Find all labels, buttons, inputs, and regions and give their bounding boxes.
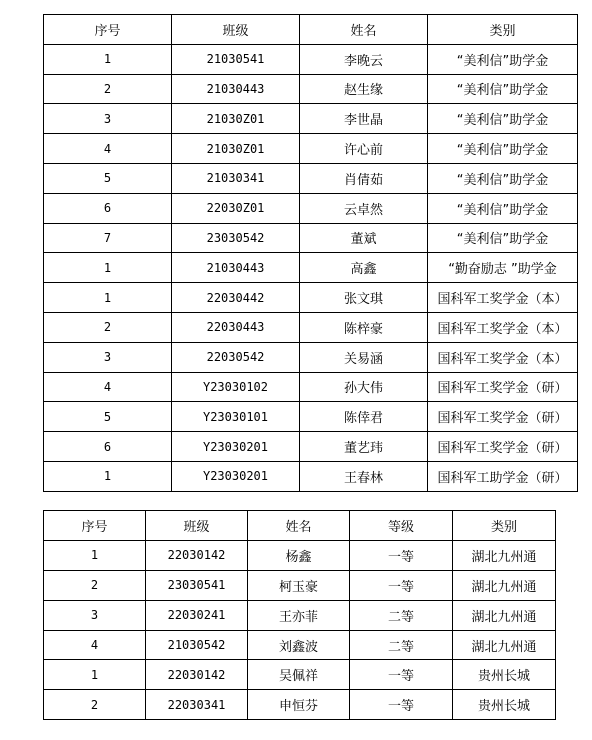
table-cell: 23030541: [146, 570, 248, 600]
table-cell: 1: [44, 540, 146, 570]
table-cell: 二等: [350, 630, 453, 660]
table-row: [44, 193, 578, 223]
table-cell: 申恒芬: [248, 690, 350, 720]
table-cell: 贵州长城: [453, 660, 556, 690]
table-2-column-header: 姓名: [248, 511, 350, 541]
table-cell: 国科军工奖学金（本）: [428, 283, 578, 313]
table-cell: 李世晶: [300, 104, 428, 134]
table-1-column-header: 序号: [44, 15, 172, 45]
table-cell: 3: [44, 104, 172, 134]
table-cell: 杨鑫: [248, 540, 350, 570]
table-cell: 23030542: [172, 223, 300, 253]
table-cell: 王春林: [300, 461, 428, 491]
table-cell: 22030341: [146, 690, 248, 720]
table-cell: “美利信”助学金: [428, 193, 578, 223]
table-cell: 刘鑫波: [248, 630, 350, 660]
table-cell: 一等: [350, 690, 453, 720]
table-cell: 22030142: [146, 540, 248, 570]
table-row: [44, 253, 578, 283]
table-1-body: [44, 44, 578, 491]
table-cell: 2: [44, 74, 172, 104]
table-cell: “美利信”助学金: [428, 44, 578, 74]
table-cell: 赵生缘: [300, 74, 428, 104]
table-cell: 云卓然: [300, 193, 428, 223]
table-cell: “美利信”助学金: [428, 223, 578, 253]
table-cell: 22030442: [172, 283, 300, 313]
table-row: [44, 283, 578, 313]
table-cell: 21030443: [172, 253, 300, 283]
table-2-column-header: 序号: [44, 511, 146, 541]
table-cell: “美利信”助学金: [428, 104, 578, 134]
table-row: [44, 540, 556, 570]
table-cell: 湖北九州通: [453, 570, 556, 600]
table-cell: 3: [44, 600, 146, 630]
table-cell: 贵州长城: [453, 690, 556, 720]
table-cell: 4: [44, 134, 172, 164]
table-cell: 6: [44, 193, 172, 223]
table-cell: 国科军工奖学金（研）: [428, 432, 578, 462]
table-2-header: [44, 511, 556, 541]
table-cell: 7: [44, 223, 172, 253]
table-1-column-header: 类别: [428, 15, 578, 45]
table-cell: 国科军工奖学金（本）: [428, 342, 578, 372]
table-cell: 国科军工奖学金（研）: [428, 372, 578, 402]
table-row: [44, 342, 578, 372]
scholarship-table-2: [43, 510, 556, 720]
table-cell: 湖北九州通: [453, 630, 556, 660]
table-cell: 许心前: [300, 134, 428, 164]
table-cell: 陈梓豪: [300, 312, 428, 342]
table-cell: 一等: [350, 660, 453, 690]
table-row: [44, 312, 578, 342]
table-cell: 21030Z01: [172, 134, 300, 164]
table-cell: 4: [44, 372, 172, 402]
table-cell: 董斌: [300, 223, 428, 253]
table-cell: 22030542: [172, 342, 300, 372]
table-row: [44, 630, 556, 660]
table-cell: 22030142: [146, 660, 248, 690]
table-cell: 1: [44, 283, 172, 313]
table-cell: Y23030101: [172, 402, 300, 432]
table-cell: 2: [44, 570, 146, 600]
table-row: [44, 163, 578, 193]
table-cell: 22030241: [146, 600, 248, 630]
table-cell: 2: [44, 312, 172, 342]
table-cell: 高鑫: [300, 253, 428, 283]
table-1-header: [44, 15, 578, 45]
table-cell: 21030443: [172, 74, 300, 104]
table-cell: “勤奋励志 ”助学金: [428, 253, 578, 283]
table-cell: Y23030102: [172, 372, 300, 402]
table-2-column-header: 类别: [453, 511, 556, 541]
table-row: [44, 690, 556, 720]
table-cell: 1: [44, 44, 172, 74]
table-cell: 国科军工奖学金（研）: [428, 402, 578, 432]
table-2-body: [44, 540, 556, 719]
table-row: [44, 660, 556, 690]
table-cell: 1: [44, 461, 172, 491]
table-cell: 21030Z01: [172, 104, 300, 134]
table-cell: “美利信”助学金: [428, 134, 578, 164]
table-cell: 5: [44, 402, 172, 432]
table-cell: 张文琪: [300, 283, 428, 313]
table-cell: 陈倖君: [300, 402, 428, 432]
table-cell: 22030443: [172, 312, 300, 342]
table-row: [44, 432, 578, 462]
table-cell: 22030Z01: [172, 193, 300, 223]
table-cell: 一等: [350, 540, 453, 570]
table-1-column-header: 姓名: [300, 15, 428, 45]
table-cell: 2: [44, 690, 146, 720]
table-cell: 王亦菲: [248, 600, 350, 630]
table-2-column-header: 等级: [350, 511, 453, 541]
scholarship-table-1: [43, 14, 578, 492]
table-cell: 21030542: [146, 630, 248, 660]
table-row: [44, 223, 578, 253]
table-row: [44, 402, 578, 432]
table-row: [44, 104, 578, 134]
table-2-header-row: [44, 511, 556, 541]
table-1-header-row: [44, 15, 578, 45]
table-cell: 湖北九州通: [453, 600, 556, 630]
table-row: [44, 600, 556, 630]
table-cell: 1: [44, 253, 172, 283]
table-cell: 一等: [350, 570, 453, 600]
table-row: [44, 372, 578, 402]
table-cell: 国科军工奖学金（本）: [428, 312, 578, 342]
table-cell: 关易涵: [300, 342, 428, 372]
table-cell: Y23030201: [172, 432, 300, 462]
table-cell: Y23030201: [172, 461, 300, 491]
table-cell: 董艺玮: [300, 432, 428, 462]
table-cell: 国科军工助学金（研）: [428, 461, 578, 491]
table-1-column-header: 班级: [172, 15, 300, 45]
table-row: [44, 461, 578, 491]
table-2-column-header: 班级: [146, 511, 248, 541]
table-cell: 21030541: [172, 44, 300, 74]
table-row: [44, 570, 556, 600]
table-cell: 二等: [350, 600, 453, 630]
table-cell: “美利信”助学金: [428, 163, 578, 193]
table-cell: 5: [44, 163, 172, 193]
table-cell: “美利信”助学金: [428, 74, 578, 104]
table-cell: 柯玉豪: [248, 570, 350, 600]
table-cell: 湖北九州通: [453, 540, 556, 570]
table-cell: 肖倩茹: [300, 163, 428, 193]
table-cell: 孙大伟: [300, 372, 428, 402]
table-cell: 吴佩祥: [248, 660, 350, 690]
table-row: [44, 134, 578, 164]
table-cell: 3: [44, 342, 172, 372]
table-row: [44, 44, 578, 74]
table-row: [44, 74, 578, 104]
table-cell: 李晚云: [300, 44, 428, 74]
table-cell: 6: [44, 432, 172, 462]
table-cell: 1: [44, 660, 146, 690]
table-cell: 4: [44, 630, 146, 660]
table-cell: 21030341: [172, 163, 300, 193]
